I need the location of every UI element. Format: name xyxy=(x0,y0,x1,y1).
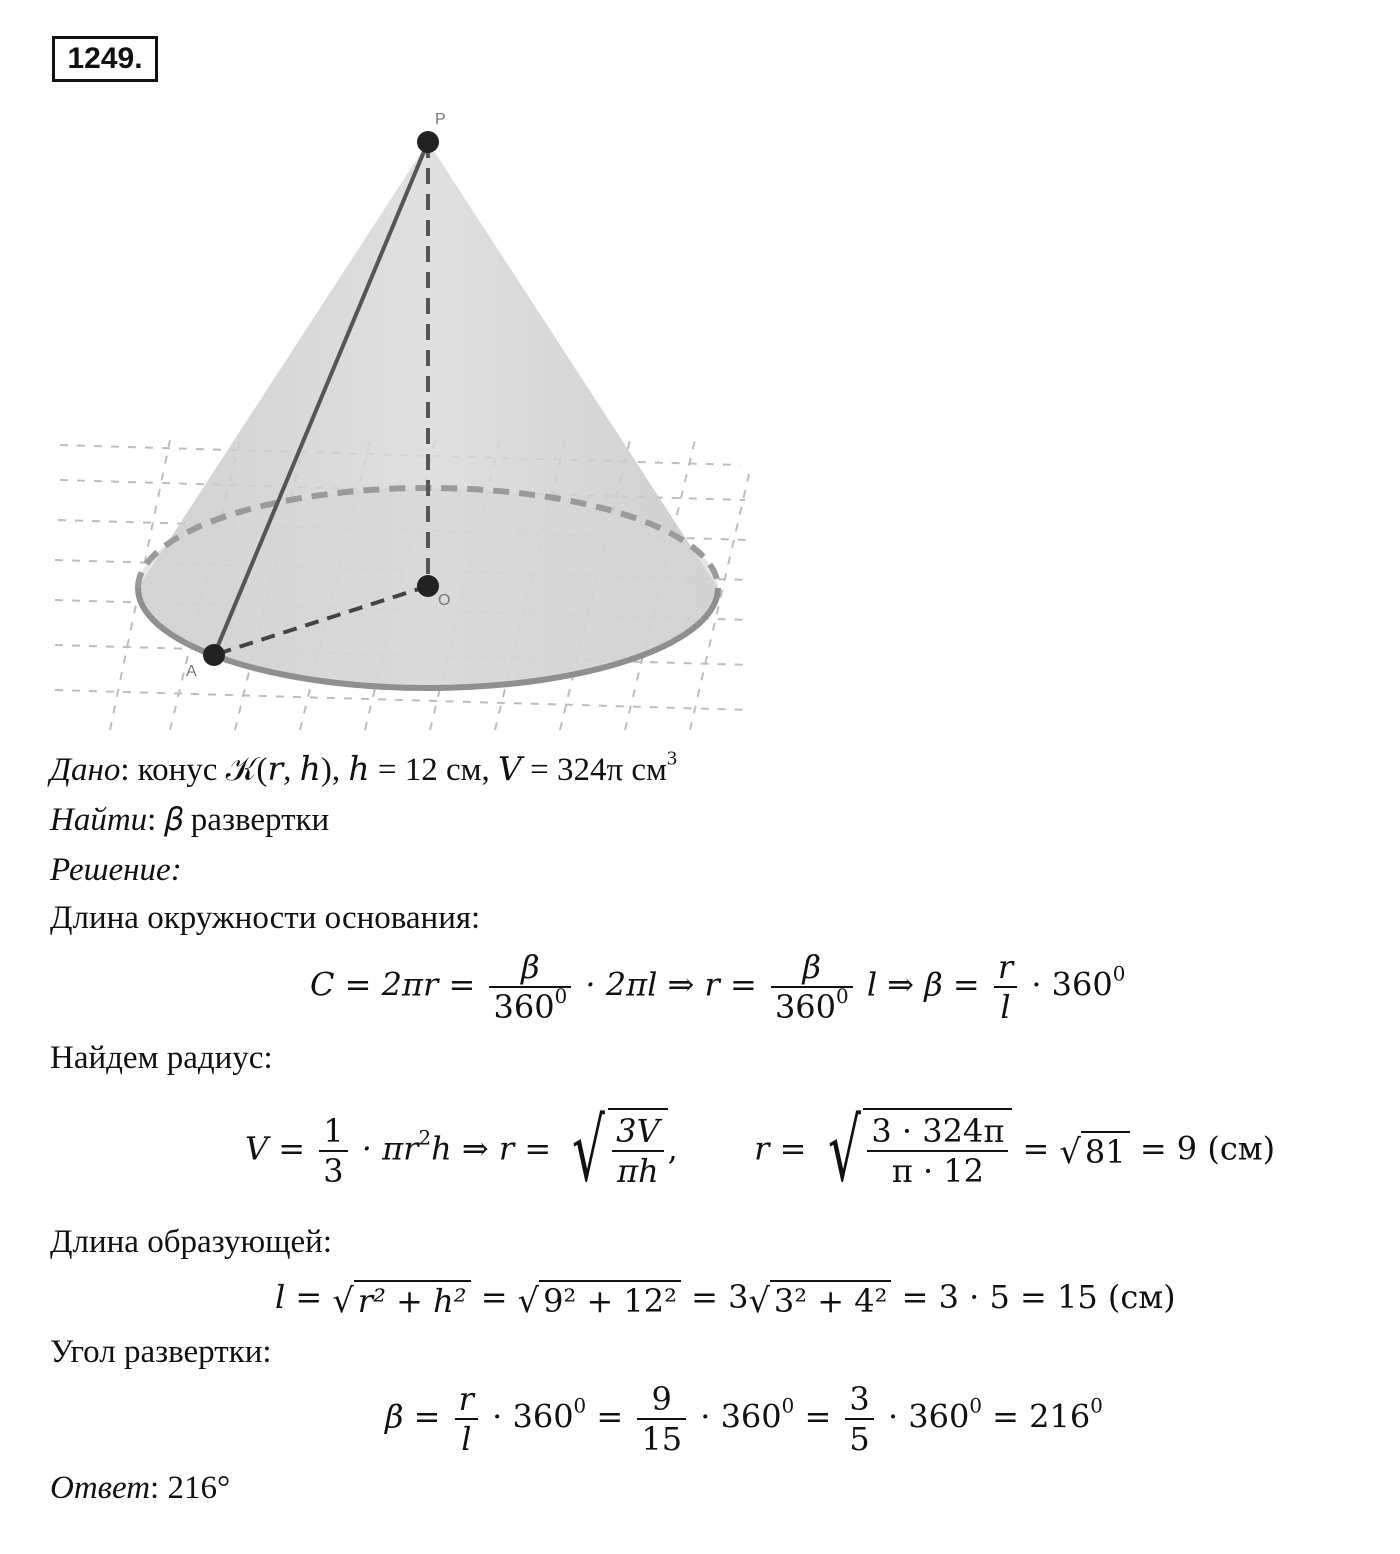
f3-part3: = 3 xyxy=(691,1278,749,1316)
formula-circumference xyxy=(310,948,1125,1026)
radical-sign: √ xyxy=(827,1101,861,1201)
fraction-beta-360-b xyxy=(771,948,853,1026)
fraction-r-l xyxy=(994,948,1017,1026)
sqrt-9-12-value: 9² + 12² xyxy=(539,1280,681,1320)
f4-part5: = xyxy=(804,1397,832,1436)
radical-sign: √ xyxy=(572,1101,606,1201)
frac-den xyxy=(489,985,571,1026)
frac-den: πh xyxy=(617,1152,659,1190)
frac-den xyxy=(771,985,853,1026)
given-line xyxy=(50,747,678,790)
frac-num: 3V xyxy=(612,1112,663,1152)
f4-degree-3: 0 xyxy=(969,1394,982,1418)
f2-part6: = xyxy=(1022,1129,1050,1168)
f2-comma: , xyxy=(667,1129,678,1168)
fraction-substitution xyxy=(867,1112,1008,1190)
frac-den: 15 xyxy=(641,1420,683,1458)
f1-part1: C = 2πr = xyxy=(310,965,476,1004)
den-value: 360 xyxy=(493,988,555,1026)
frac-den: π · 12 xyxy=(891,1152,984,1190)
f2-part1: V = xyxy=(245,1129,306,1168)
f3-part2: = xyxy=(480,1278,508,1316)
den-degree: 0 xyxy=(836,985,849,1009)
sqrt-3-4: √ 3² + 4² xyxy=(748,1280,891,1320)
fraction-one-third xyxy=(319,1112,347,1190)
formula-sector-angle xyxy=(385,1380,1103,1458)
point-center xyxy=(417,575,439,597)
f4-part6: · 360 xyxy=(887,1397,970,1436)
frac-den: 5 xyxy=(849,1420,870,1458)
fraction-3v-pih xyxy=(612,1112,663,1190)
solution-label: Решение: xyxy=(50,852,182,888)
frac-num: 3 · 324π xyxy=(867,1112,1008,1152)
frac-den: l xyxy=(461,1420,472,1458)
f4-degree-4: 0 xyxy=(1090,1394,1103,1418)
frac-num: r xyxy=(455,1380,478,1420)
frac-num: β xyxy=(489,948,571,988)
sqrt-r2-h2: √ r² + h² xyxy=(332,1280,470,1320)
frac-num: 3 xyxy=(845,1380,873,1420)
formula-generatrix xyxy=(275,1278,1176,1320)
given-unit-power: 3 xyxy=(666,747,678,770)
label-apex: P xyxy=(435,111,446,128)
f1-part4: · 360 xyxy=(1031,965,1113,1004)
sqrt-3-4-value: 3² + 4² xyxy=(770,1280,892,1320)
fraction-r-l-2 xyxy=(455,1380,478,1458)
fraction-9-15 xyxy=(637,1380,686,1458)
find-label: Найти xyxy=(50,802,148,838)
answer-text: : 216° xyxy=(150,1470,231,1506)
sqrt-81: √ 81 xyxy=(1060,1131,1130,1171)
f4-part4: · 360 xyxy=(700,1397,782,1436)
find-line xyxy=(50,800,329,840)
frac-num: 1 xyxy=(319,1112,347,1152)
step1-heading: Длина окружности основания: xyxy=(50,900,481,936)
frac-num: β xyxy=(771,948,853,988)
step4-heading: Угол развертки: xyxy=(50,1334,272,1370)
f4-part1: β = xyxy=(385,1397,441,1436)
f4-part3: = xyxy=(596,1397,624,1436)
f4-part7: = 216 xyxy=(992,1397,1091,1436)
label-center: O xyxy=(438,592,451,609)
frac-num: r xyxy=(994,948,1017,988)
sqrt-81-value: 81 xyxy=(1081,1131,1130,1171)
point-apex xyxy=(417,131,439,153)
sqrt-9-12: √ 9² + 12² xyxy=(518,1280,681,1320)
frac-den: l xyxy=(1000,988,1011,1026)
cone-figure xyxy=(50,100,760,740)
sqrt-3v-pih xyxy=(561,1101,667,1201)
fraction-3-5 xyxy=(845,1380,873,1458)
f2-part2: · πr xyxy=(361,1129,419,1168)
f1-part3: l ⇒ β = xyxy=(866,965,980,1004)
given-text: : конус 𝒦(𝑟, ℎ), ℎ = 12 см, 𝑉 = 324π см xyxy=(120,752,667,788)
step2-heading: Найдем радиус: xyxy=(50,1040,273,1076)
frac-num: 9 xyxy=(637,1380,686,1420)
den-degree: 0 xyxy=(554,985,568,1009)
frac-den: 3 xyxy=(323,1152,344,1190)
f2-part7: = 9 (см) xyxy=(1139,1129,1276,1168)
f4-degree-1: 0 xyxy=(573,1394,587,1418)
f4-part2: · 360 xyxy=(492,1397,574,1436)
sqrt-substitution xyxy=(817,1101,1013,1201)
problem-number: 1249. xyxy=(52,36,158,82)
answer-line xyxy=(50,1468,230,1508)
f3-part4: = 3 · 5 = 15 (см) xyxy=(901,1278,1176,1316)
f1-part2: · 2πl ⇒ r = xyxy=(585,965,757,1004)
f2-part3: h ⇒ r = xyxy=(431,1129,552,1168)
formula-radius xyxy=(245,1101,1276,1201)
f1-degree: 0 xyxy=(1112,962,1126,986)
find-text: : 𝛽 развертки xyxy=(147,802,330,838)
f4-degree-2: 0 xyxy=(781,1394,795,1418)
f2-part5: r = xyxy=(754,1129,807,1168)
sqrt-r2-h2-value: r² + h² xyxy=(354,1280,471,1320)
fraction-beta-360-a xyxy=(489,948,571,1026)
answer-label: Ответ xyxy=(50,1470,151,1506)
point-base xyxy=(203,644,225,666)
f3-part1: l = xyxy=(275,1278,323,1316)
f2-square: 2 xyxy=(418,1126,432,1150)
step3-heading: Длина образующей: xyxy=(50,1224,333,1260)
given-label: Дано xyxy=(50,752,121,788)
den-value: 360 xyxy=(774,988,837,1026)
label-base-point: A xyxy=(186,663,197,680)
